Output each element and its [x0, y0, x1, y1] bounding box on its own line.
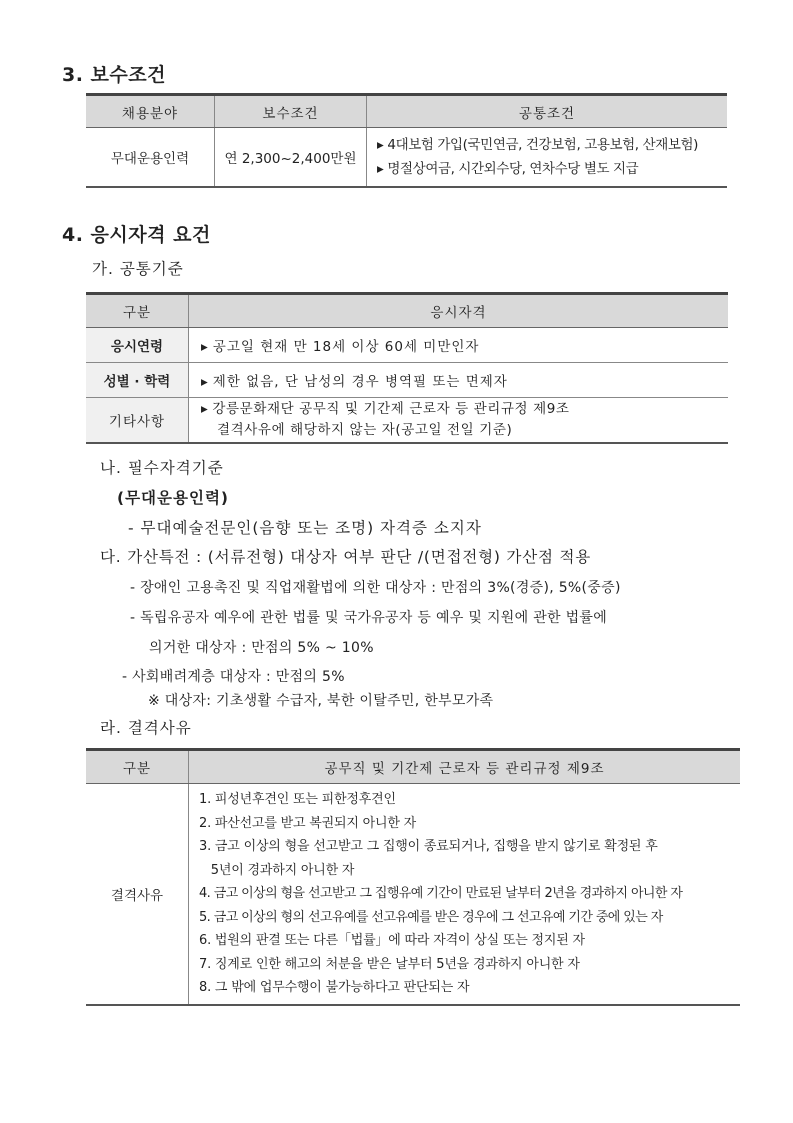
table-row — [86, 128, 727, 188]
table-header-row — [86, 750, 740, 784]
table-row — [86, 363, 728, 398]
header-field: 채용분야 — [86, 95, 215, 128]
row-value — [189, 363, 729, 398]
table-header-row — [86, 95, 727, 128]
list-item: 5. 금고 이상의 형의 선고유예를 선고유예를 받은 경우에 그 선고유예 기간 중에 있는 자 — [199, 909, 663, 925]
section-4-title: 4. 응시자격 요건 — [62, 224, 211, 246]
row-text: 결격사유에 해당하지 않는 자(공고일 전일 기준) — [217, 422, 513, 438]
na-item: - 무대예술전문인(음향 또는 조명) 자격증 소지자 — [128, 519, 482, 537]
list-item: 2. 파산선고를 받고 복권되지 아니한 자 — [199, 815, 417, 831]
header-eligibility: 응시자격 — [189, 294, 729, 328]
header-category: 구분 — [86, 750, 189, 784]
list-item: 6. 법원의 판결 또는 다른「법률」에 따라 자격이 상실 또는 정지된 자 — [199, 933, 585, 948]
na-sub: (무대운용인력) — [117, 489, 230, 507]
list-item: 5년이 경과하지 아니한 자 — [199, 862, 355, 878]
da-item: - 독립유공자 예우에 관한 법률 및 국가유공자 등 예우 및 지원에 관한 법률에 — [130, 610, 608, 626]
field-cell: 무대운용인력 — [110, 151, 190, 167]
subsection-da: 다. 가산특전 : (서류전형) 대상자 여부 판단 /(면접전형) 가산점 적용 — [100, 548, 592, 566]
row-key: 응시연령 — [86, 328, 189, 363]
row-text: ▸ 공고일 현재 만 18세 이상 60세 미만인자 — [201, 339, 479, 355]
row-text: ▸ 강릉문화재단 공무직 및 기간제 근로자 등 관리규정 제9조 — [201, 399, 720, 420]
list-item: 7. 징계로 인한 해고의 처분을 받은 날부터 5년을 경과하지 아니한 자 — [199, 956, 580, 972]
row-key: 성별 · 학력 — [86, 363, 189, 398]
eligibility-table — [86, 292, 728, 444]
common-cell — [367, 128, 728, 188]
common-item: ▸ 4대보험 가입(국민연금, 건강보험, 고용보험, 산재보험) — [377, 133, 719, 157]
header-pay: 보수조건 — [215, 95, 367, 128]
row-text: ▸ 제한 없음, 단 남성의 경우 병역필 또는 면제자 — [201, 374, 508, 390]
header-regulation: 공무직 및 기간제 근로자 등 관리규정 제9조 — [189, 750, 741, 784]
pay-cell: 연 2,300~2,400만원 — [215, 128, 367, 188]
header-common: 공통조건 — [367, 95, 728, 128]
da-item: 의거한 대상자 : 만점의 5% ~ 10% — [149, 640, 374, 656]
table-header-row — [86, 294, 728, 328]
header-category: 구분 — [86, 294, 189, 328]
list-item: 8. 그 밖에 업무수행이 불가능하다고 판단되는 자 — [199, 980, 470, 995]
list-item: 4. 금고 이상의 형을 선고받고 그 집행유예 기간이 만료된 날부터 2년을 경과하지 아니한 자 — [199, 886, 683, 901]
table-row — [86, 398, 728, 444]
row-value — [189, 328, 729, 363]
da-item: - 사회배려계층 대상자 : 만점의 5% — [122, 669, 345, 685]
da-item: - 장애인 고용촉진 및 직업재활법에 의한 대상자 : 만점의 3%(경증), 5%(중증) — [130, 580, 621, 596]
row-value — [189, 398, 729, 444]
list-item: 1. 피성년후견인 또는 피한정후견인 — [199, 792, 396, 807]
subsection-ga: 가. 공통기준 — [92, 260, 184, 278]
subsection-ra: 라. 결격사유 — [100, 719, 192, 737]
disqualification-list — [189, 784, 741, 1005]
disqualification-table — [86, 748, 740, 1006]
row-key: 기타사항 — [86, 398, 189, 444]
da-note: ※ 대상자: 기초생활 수급자, 북한 이탈주민, 한부모가족 — [148, 693, 494, 709]
subsection-na: 나. 필수자격기준 — [100, 459, 224, 477]
section-3-title: 3. 보수조건 — [62, 64, 166, 86]
table-row — [86, 784, 740, 1005]
row-key: 결격사유 — [86, 784, 189, 1005]
pay-table — [86, 93, 727, 188]
common-item: ▸ 명절상여금, 시간외수당, 연차수당 별도 지급 — [377, 157, 719, 181]
list-item: 3. 금고 이상의 형을 선고받고 그 집행이 종료되거나, 집행을 받지 않기로 확정된 후 — [199, 839, 658, 854]
table-row — [86, 328, 728, 363]
